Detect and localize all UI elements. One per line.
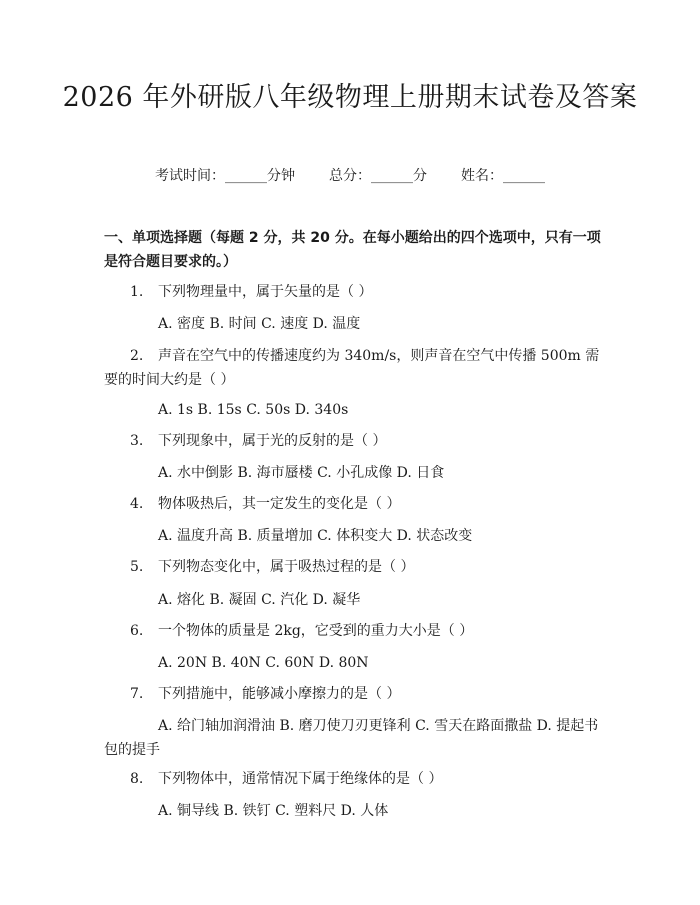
question-4 [104, 492, 604, 516]
question-2 [104, 344, 604, 392]
question-number: 4. [130, 496, 144, 512]
exam-name: 姓名：______ [461, 168, 545, 184]
question-6-options [104, 651, 604, 675]
question-text: 下列现象中，属于光的反射的是（ ） [158, 433, 387, 449]
question-2-options [104, 398, 604, 422]
question-1-options [104, 312, 604, 336]
options-text: A. 1s B. 15s C. 50s D. 340s [158, 402, 349, 418]
question-7 [104, 682, 604, 706]
question-text: 下列物态变化中，属于吸热过程的是（ ） [158, 559, 415, 575]
exam-meta [0, 166, 700, 186]
question-5-options [104, 588, 604, 612]
options-text: A. 20N B. 40N C. 60N D. 80N [158, 655, 369, 671]
options-text: A. 水中倒影 B. 海市蜃楼 C. 小孔成像 D. 日食 [158, 465, 445, 481]
question-3 [104, 429, 604, 453]
question-8-options [104, 799, 604, 823]
question-text: 声音在空气中的传播速度约为 340m/s，则声音在空气中传播 500m 需要的时间大约是（ ） [104, 348, 600, 388]
question-7-options [104, 714, 604, 762]
exam-score: 总分：______分 [329, 168, 427, 184]
page-title: 2026 年外研版八年级物理上册期末试卷及答案 [62, 82, 638, 113]
question-8 [104, 767, 604, 791]
question-number: 3. [130, 433, 144, 449]
question-number: 1. [130, 284, 144, 300]
question-text: 下列措施中，能够减小摩擦力的是（ ） [158, 686, 401, 702]
question-number: 8. [130, 771, 144, 787]
exam-time: 考试时间：______分钟 [155, 168, 295, 184]
options-text: A. 温度升高 B. 质量增加 C. 体积变大 D. 状态改变 [158, 528, 473, 544]
question-6 [104, 619, 604, 643]
question-text: 一个物体的质量是 2kg，它受到的重力大小是（ ） [158, 623, 474, 639]
section-heading: 一、单项选择题（每题 2 分，共 20 分。在每小题给出的四个选项中，只有一项是符合题目要求的。） [104, 230, 601, 270]
question-5 [104, 555, 604, 579]
question-text: 下列物理量中，属于矢量的是（ ） [158, 284, 373, 300]
question-4-options [104, 524, 604, 548]
question-text: 物体吸热后，其一定发生的变化是（ ） [158, 496, 401, 512]
question-text: 下列物体中，通常情况下属于绝缘体的是（ ） [158, 771, 443, 787]
question-number: 5. [130, 559, 144, 575]
question-number: 2. [130, 348, 144, 364]
question-number: 6. [130, 623, 144, 639]
options-text: A. 铜导线 B. 铁钉 C. 塑料尺 D. 人体 [158, 803, 389, 819]
options-text: A. 密度 B. 时间 C. 速度 D. 温度 [158, 316, 361, 332]
options-text: A. 熔化 B. 凝固 C. 汽化 D. 凝华 [158, 592, 361, 608]
question-1 [104, 280, 604, 304]
question-3-options [104, 461, 604, 485]
question-number: 7. [130, 686, 144, 702]
options-text: A. 给门轴加润滑油 B. 磨刀使刀刃更锋利 C. 雪天在路面撒盐 D. 提起书包的提手 [104, 718, 599, 758]
